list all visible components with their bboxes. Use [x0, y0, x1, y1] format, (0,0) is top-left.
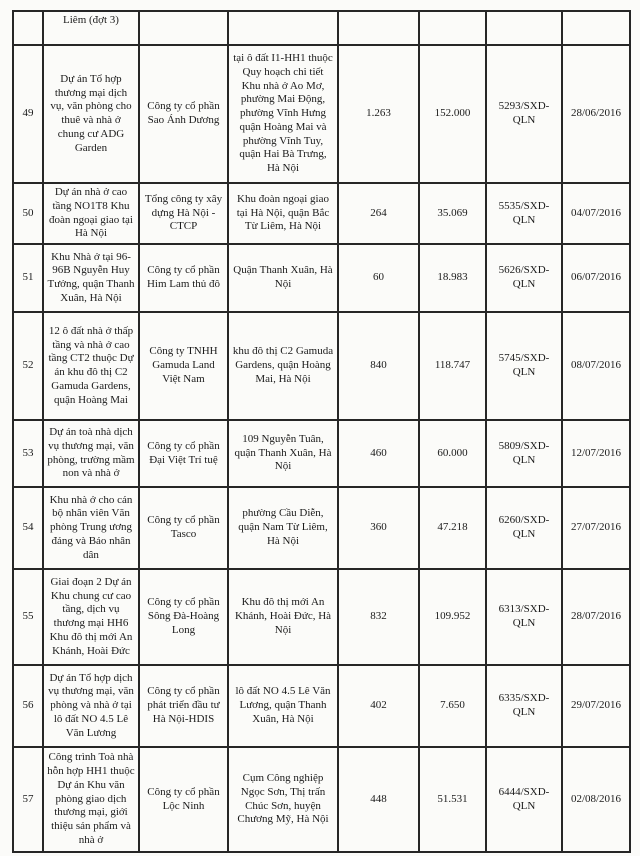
cell-date	[562, 11, 630, 45]
table-row	[13, 244, 630, 312]
cell-num2: 152.000	[419, 45, 486, 183]
cell-date: 08/07/2016	[562, 312, 630, 420]
cell-num1: 460	[338, 420, 419, 487]
cell-stt: 54	[13, 487, 43, 569]
cell-company: Công ty cổ phần Him Lam thủ đô	[139, 244, 228, 312]
cell-num2: 118.747	[419, 312, 486, 420]
cell-num1: 402	[338, 665, 419, 747]
cell-date: 28/06/2016	[562, 45, 630, 183]
cell-num1: 832	[338, 569, 419, 665]
cell-doc: 6335/SXD-QLN	[486, 665, 562, 747]
cell-doc: 5535/SXD-QLN	[486, 183, 562, 244]
table-body	[13, 11, 630, 852]
cell-num1	[338, 11, 419, 45]
cell-address: 109 Nguyễn Tuân, quận Thanh Xuân, Hà Nội	[228, 420, 338, 487]
cell-address: khu đô thị C2 Gamuda Gardens, quận Hoàng Mai, Hà Nội	[228, 312, 338, 420]
cell-company: Công ty cổ phần Sông Đà-Hoàng Long	[139, 569, 228, 665]
cell-project: Liêm (đợt 3)	[43, 11, 139, 45]
cell-project: Khu Nhà ở tại 96-96B Nguyễn Huy Tưởng, quận Thanh Xuân, Hà Nội	[43, 244, 139, 312]
cell-project: Công trình Toà nhà hỗn hợp HH1 thuộc Dự án Khu văn phòng giao dịch thương mại, giới thiệu sản phẩm và nhà ở	[43, 747, 139, 852]
cell-project: 12 ô đất nhà ở thấp tầng và nhà ở cao tầng CT2 thuộc Dự án khu đô thị C2 Gamuda Gardens, quận Hoàng Mai	[43, 312, 139, 420]
cell-num2: 35.069	[419, 183, 486, 244]
cell-date: 12/07/2016	[562, 420, 630, 487]
cell-num2	[419, 11, 486, 45]
cell-company: Công ty cổ phần phát triển đầu tư Hà Nội-HDIS	[139, 665, 228, 747]
cell-num2: 7.650	[419, 665, 486, 747]
cell-stt: 53	[13, 420, 43, 487]
cell-doc	[486, 11, 562, 45]
cell-address: tại ô đất I1-HH1 thuộc Quy hoạch chi tiết Khu nhà ở Ao Mơ, phường Mai Động, phường Vĩnh Hưng quận Hoàng Mai và phường Vĩnh Tuy, quận Hai Bà Trưng, Hà Nội	[228, 45, 338, 183]
cell-project: Dự án nhà ở cao tầng NO1T8 Khu đoàn ngoại giao tại Hà Nội	[43, 183, 139, 244]
cell-date: 29/07/2016	[562, 665, 630, 747]
cell-num2: 109.952	[419, 569, 486, 665]
cell-stt	[13, 11, 43, 45]
table-row	[13, 11, 630, 45]
cell-address: Quận Thanh Xuân, Hà Nội	[228, 244, 338, 312]
cell-doc: 5745/SXD-QLN	[486, 312, 562, 420]
table-row	[13, 665, 630, 747]
cell-company: Công ty cổ phần Lộc Ninh	[139, 747, 228, 852]
cell-date: 02/08/2016	[562, 747, 630, 852]
cell-company: Công ty TNHH Gamuda Land Việt Nam	[139, 312, 228, 420]
cell-stt: 57	[13, 747, 43, 852]
cell-project: Khu nhà ở cho cán bộ nhân viên Văn phòng Trung ương đảng và Báo nhân dân	[43, 487, 139, 569]
cell-num1: 264	[338, 183, 419, 244]
cell-date: 06/07/2016	[562, 244, 630, 312]
cell-num2: 47.218	[419, 487, 486, 569]
cell-address: Khu đoàn ngoại giao tại Hà Nội, quận Bắc Từ Liêm, Hà Nội	[228, 183, 338, 244]
cell-num1: 840	[338, 312, 419, 420]
cell-date: 04/07/2016	[562, 183, 630, 244]
cell-project: Giai đoạn 2 Dự án Khu chung cư cao tầng, dịch vụ thương mại HH6 Khu đô thị mới An Khánh, Hoài Đức	[43, 569, 139, 665]
cell-company: Tổng công ty xây dựng Hà Nội - CTCP	[139, 183, 228, 244]
cell-address: Cụm Công nghiệp Ngọc Sơn, Thị trấn Chúc Sơn, huyện Chương Mỹ, Hà Nội	[228, 747, 338, 852]
table-row	[13, 569, 630, 665]
cell-num2: 51.531	[419, 747, 486, 852]
cell-doc: 6444/SXD-QLN	[486, 747, 562, 852]
cell-project: Dự án toà nhà dịch vụ thương mại, văn phòng, trường mầm non và nhà ở	[43, 420, 139, 487]
cell-date: 28/07/2016	[562, 569, 630, 665]
cell-company	[139, 11, 228, 45]
land-projects-table	[12, 10, 631, 853]
table-row	[13, 420, 630, 487]
cell-doc: 6260/SXD-QLN	[486, 487, 562, 569]
cell-address: lô đất NO 4.5 Lê Văn Lương, quận Thanh Xuân, Hà Nội	[228, 665, 338, 747]
cell-num1: 448	[338, 747, 419, 852]
cell-num2: 18.983	[419, 244, 486, 312]
cell-company: Công ty cổ phần Sao Ánh Dương	[139, 45, 228, 183]
table-row	[13, 183, 630, 244]
cell-company: Công ty cổ phần Tasco	[139, 487, 228, 569]
table-row	[13, 487, 630, 569]
cell-stt: 51	[13, 244, 43, 312]
cell-project: Dự án Tổ hợp thương mại dịch vụ, văn phòng cho thuê và nhà ở chung cư ADG Garden	[43, 45, 139, 183]
cell-num2: 60.000	[419, 420, 486, 487]
cell-stt: 56	[13, 665, 43, 747]
cell-stt: 50	[13, 183, 43, 244]
cell-address: Khu đô thị mới An Khánh, Hoài Đức, Hà Nội	[228, 569, 338, 665]
cell-doc: 5809/SXD-QLN	[486, 420, 562, 487]
cell-stt: 55	[13, 569, 43, 665]
cell-doc: 5626/SXD-QLN	[486, 244, 562, 312]
cell-stt: 49	[13, 45, 43, 183]
cell-address	[228, 11, 338, 45]
table-row	[13, 45, 630, 183]
cell-num1: 1.263	[338, 45, 419, 183]
cell-doc: 5293/SXD-QLN	[486, 45, 562, 183]
cell-stt: 52	[13, 312, 43, 420]
cell-num1: 60	[338, 244, 419, 312]
cell-project: Dự án Tổ hợp dịch vụ thương mại, văn phòng và nhà ở tại lô đất NO 4.5 Lê Văn Lương	[43, 665, 139, 747]
table-row	[13, 312, 630, 420]
cell-address: phường Cầu Diễn, quận Nam Từ Liêm, Hà Nội	[228, 487, 338, 569]
cell-company: Công ty cổ phần Đại Việt Trí tuệ	[139, 420, 228, 487]
table-row	[13, 747, 630, 852]
cell-num1: 360	[338, 487, 419, 569]
cell-doc: 6313/SXD-QLN	[486, 569, 562, 665]
cell-date: 27/07/2016	[562, 487, 630, 569]
